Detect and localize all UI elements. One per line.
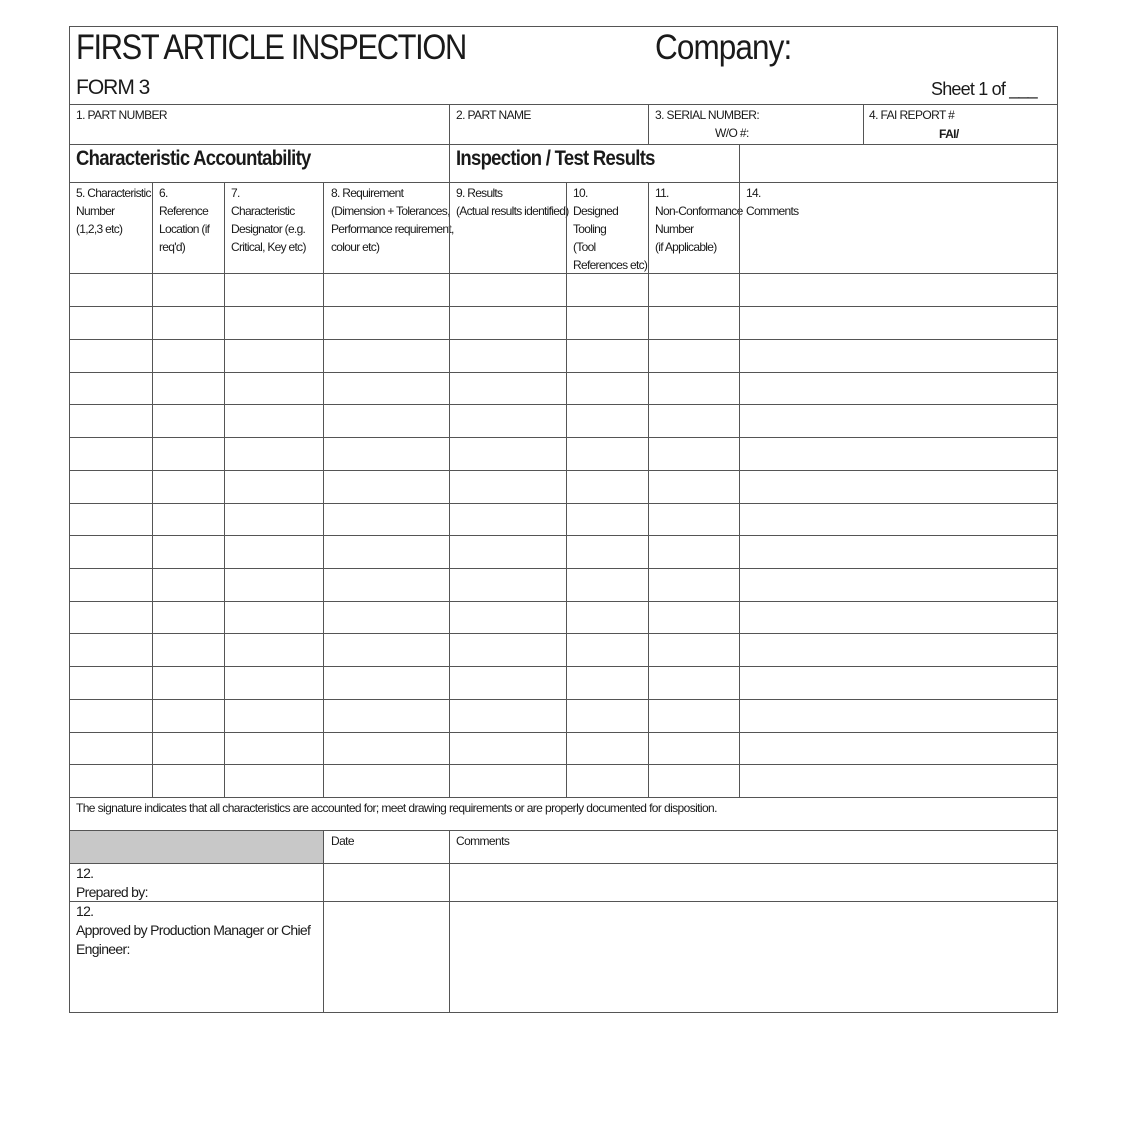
approved-by-label: 12. Approved by Production Manager or Chief Engineer: (76, 903, 311, 957)
table-row[interactable] (69, 372, 1057, 373)
rule (69, 182, 1057, 183)
col-results: 9. Results (Actual results identified) (456, 186, 569, 218)
rule (648, 104, 649, 144)
table-row[interactable] (69, 273, 1057, 274)
rule (449, 182, 450, 797)
table-row[interactable] (69, 503, 1057, 504)
comments-label: Comments (456, 834, 510, 848)
table-row[interactable] (69, 732, 1057, 733)
table-row[interactable] (69, 404, 1057, 405)
rule (449, 144, 450, 182)
table-row[interactable] (69, 797, 1057, 798)
table-row[interactable] (69, 568, 1057, 569)
rule (152, 182, 153, 797)
rule (648, 182, 649, 797)
table-row[interactable] (69, 764, 1057, 765)
rule (739, 182, 740, 797)
approved-date-cell[interactable] (324, 902, 449, 1011)
fai-report-value: FAI/ (939, 127, 959, 141)
rule (863, 104, 864, 144)
table-row[interactable] (69, 535, 1057, 536)
form-title: FIRST ARTICLE INSPECTION (76, 28, 466, 67)
signature-statement: The signature indicates that all characteristics are accounted for; meet drawing requirements or are properly documented for disposition. (76, 801, 717, 815)
form-number: FORM 3 (76, 76, 150, 99)
rule (449, 104, 450, 144)
prepared-date-cell[interactable] (324, 864, 449, 901)
table-row[interactable] (69, 306, 1057, 307)
first-article-inspection-form (69, 26, 1057, 1012)
rule (69, 144, 1057, 145)
fai-report-field[interactable]: 4. FAI REPORT # (869, 108, 955, 122)
prepared-by-label: 12. Prepared by: (76, 865, 148, 900)
characteristic-accountability-heading: Characteristic Accountability (76, 147, 311, 170)
prepared-comments-cell[interactable] (450, 864, 1056, 901)
serial-number-field[interactable]: 3. SERIAL NUMBER: (655, 108, 760, 122)
table-row[interactable] (69, 699, 1057, 700)
rule (224, 182, 225, 797)
approved-comments-cell[interactable] (450, 902, 1056, 1011)
sheet-label: Sheet 1 of ___ (931, 79, 1037, 99)
company-label: Company: (655, 28, 792, 67)
table-row[interactable] (69, 601, 1057, 602)
inspection-results-heading: Inspection / Test Results (456, 147, 655, 170)
col-comments: 14. Comments (746, 186, 799, 218)
col-characteristic-number: 5. Characteristic Number (1,2,3 etc) (76, 186, 151, 236)
col-requirement: 8. Requirement (Dimension + Tolerances, Performance requirement, colour etc) (331, 186, 454, 254)
table-row[interactable] (69, 339, 1057, 340)
table-row[interactable] (69, 470, 1057, 471)
part-number-field[interactable]: 1. PART NUMBER (76, 108, 167, 122)
wo-number-field[interactable]: W/O #: (715, 126, 749, 140)
table-row[interactable] (69, 437, 1057, 438)
rule (323, 182, 324, 797)
table-row[interactable] (69, 666, 1057, 667)
col-characteristic-designator: 7. Characteristic Designator (e.g. Critical, Key etc) (231, 186, 306, 254)
rule (69, 104, 1057, 105)
col-reference-location: 6. Reference Location (if req'd) (159, 186, 210, 254)
col-non-conformance: 11. Non-Conformance Number (if Applicable) (655, 186, 743, 254)
rule (739, 144, 740, 182)
rule (566, 182, 567, 797)
col-designed-tooling: 10. Designed Tooling (Tool References etc) (573, 186, 648, 272)
part-name-field[interactable]: 2. PART NAME (456, 108, 531, 122)
shaded-cell (70, 831, 323, 863)
date-label: Date (331, 834, 354, 848)
table-row[interactable] (69, 633, 1057, 634)
